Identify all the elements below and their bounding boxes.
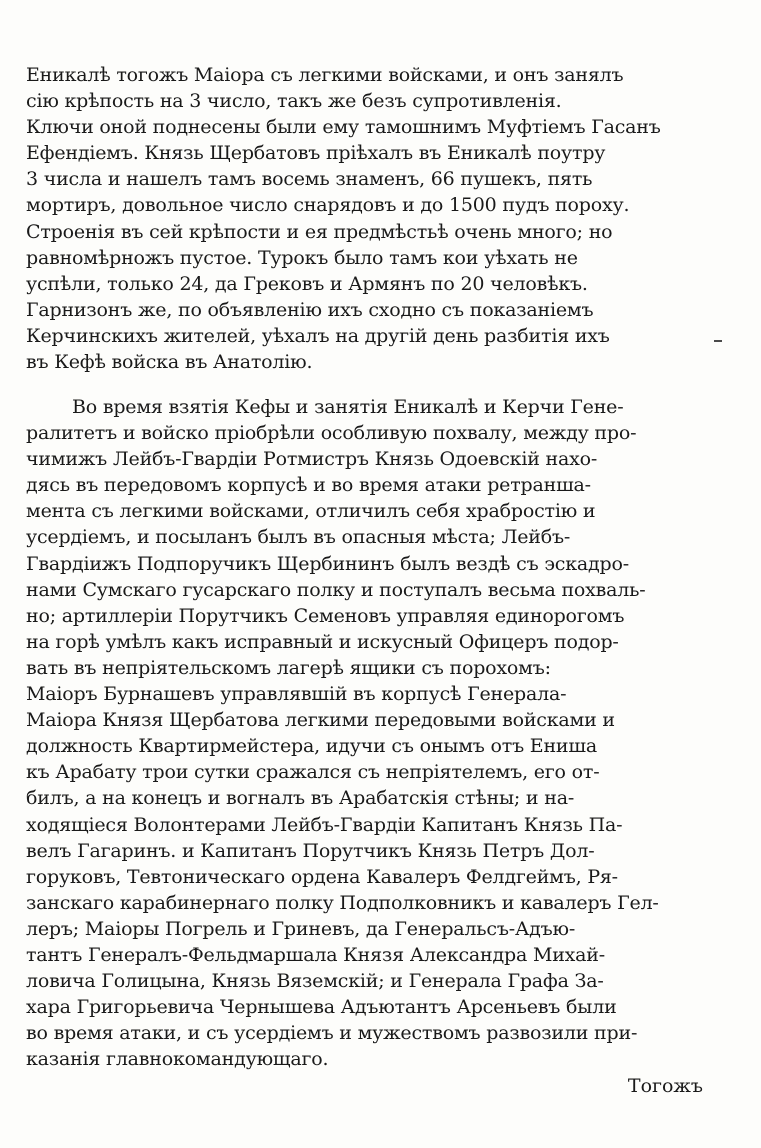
text-line: Ключи оной поднесены были ему тамошнимъ Муфтіемъ Гасанъ: [26, 116, 661, 139]
text-line: Во время взятія Кефы и занятія Еникалѣ и Керчи Гене-: [72, 396, 624, 418]
text-line: чимижъ Лейбъ-Гвардіи Ротмистръ Князь Одоевскій нахо-: [26, 448, 598, 471]
text-line: Гарнизонъ же, по объявленію ихъ сходно съ показаніемъ: [26, 298, 594, 321]
text-line: Еникалѣ тогожъ Маіора съ легкими войсками, и онъ занялъ: [26, 64, 624, 86]
paragraph-1: [26, 62, 698, 375]
text-line: мортиръ, довольное число снарядовъ и до 1500 пудъ пороху.: [26, 194, 630, 217]
text-line: въ Кефѣ войска въ Анатолію.: [26, 351, 313, 374]
text-line: велъ Гагаринъ. и Капитанъ Порутчикъ Князь Петръ Дол-: [26, 839, 595, 862]
text-line: Маіоръ Бурнашевъ управлявшій въ корпусѣ Генерала-: [26, 683, 567, 706]
text-line: тантъ Генералъ-Фельдмаршала Князя Александра Михай-: [26, 943, 605, 966]
text-line: билъ, а на конецъ и вогналъ въ Арабатскія стѣны; и на-: [26, 787, 575, 810]
catchword: Тогожъ: [627, 1075, 703, 1097]
text-line: Строенія въ сей крѣпости и ея предмѣстьѣ очень много; но: [26, 220, 613, 243]
text-line: Ефендіемъ. Князь Щербатовъ пріѣхалъ въ Еникалѣ поутру: [26, 142, 606, 165]
text-line: ралитетъ и войско пріобрѣли особливую похвалу, между про-: [26, 422, 637, 445]
text-line: равномѣрножъ пустое. Турокъ было тамъ кои уѣхать не: [26, 246, 578, 269]
text-line: сію крѣпость на 3 число, такъ же безъ супротивленія.: [26, 90, 562, 113]
text-line: 3 числа и нашелъ тамъ восемь знаменъ, 66 пушекъ, пять: [26, 168, 593, 191]
paragraph-2: [26, 394, 698, 1072]
text-line: во время атаки, и съ усердіемъ и мужествомъ развозили при-: [26, 1022, 638, 1045]
text-line: дясь въ передовомъ корпусѣ и во время атаки ретраншa-: [26, 474, 591, 497]
text-line: нами Сумскаго гусарскаго полку и поступалъ весьма похваль-: [26, 578, 646, 601]
text-line: на горѣ умѣлъ какъ исправный и искусный Офицеръ подор-: [26, 630, 619, 653]
text-line: Гвардіижъ Подпоручикъ Щербининъ былъ вездѣ съ эскадро-: [26, 552, 629, 575]
margin-dash-mark: [714, 340, 722, 342]
text-line: хара Григорьевича Чернышева Адъютантъ Арсеньевъ были: [26, 996, 617, 1019]
text-line: ходящіеся Волонтерами Лейбъ-Гвардіи Капитанъ Князь Па-: [26, 813, 623, 836]
text-line: но; артиллеріи Порутчикъ Семеновъ управляя единорогомъ: [26, 604, 625, 627]
text-line: занскаго карабинернаго полку Подполковникъ и кавалеръ Гел-: [26, 891, 659, 914]
text-line: должность Квартирмейстера, идучи съ онымъ отъ Енишa: [26, 735, 597, 758]
text-line: ловича Голицына, Князь Вяземскій; и Генерала Графа За-: [26, 970, 604, 993]
text-line: усердіемъ, и посыланъ былъ въ опасныя мѣста; Лейбъ-: [26, 526, 571, 549]
text-line: горуковъ, Тевтоническаго ордена Кавалеръ Фелдгеймъ, Ря-: [26, 865, 618, 888]
text-line: леръ; Маіоры Погрель и Гриневъ, да Генеральсъ-Адъю-: [26, 917, 576, 940]
text-line: Маіора Князя Щербатова легкими передовыми войсками и: [26, 709, 615, 732]
text-line: казанія главнокомандующаго.: [26, 1048, 329, 1071]
text-line: къ Арабату трои сутки сражался съ непріятелемъ, его от-: [26, 761, 600, 784]
text-line: мента съ легкими войсками, отличилъ себя храбростію и: [26, 500, 596, 523]
text-line: успѣли, только 24, да Грековъ и Армянъ по 20 человѣкъ.: [26, 272, 588, 295]
text-line: вать въ непріятельскомъ лагерѣ ящики съ порохомъ:: [26, 656, 551, 679]
text-line: Керчинскихъ жителей, уѣхалъ на другій день разбитія ихъ: [26, 324, 610, 347]
